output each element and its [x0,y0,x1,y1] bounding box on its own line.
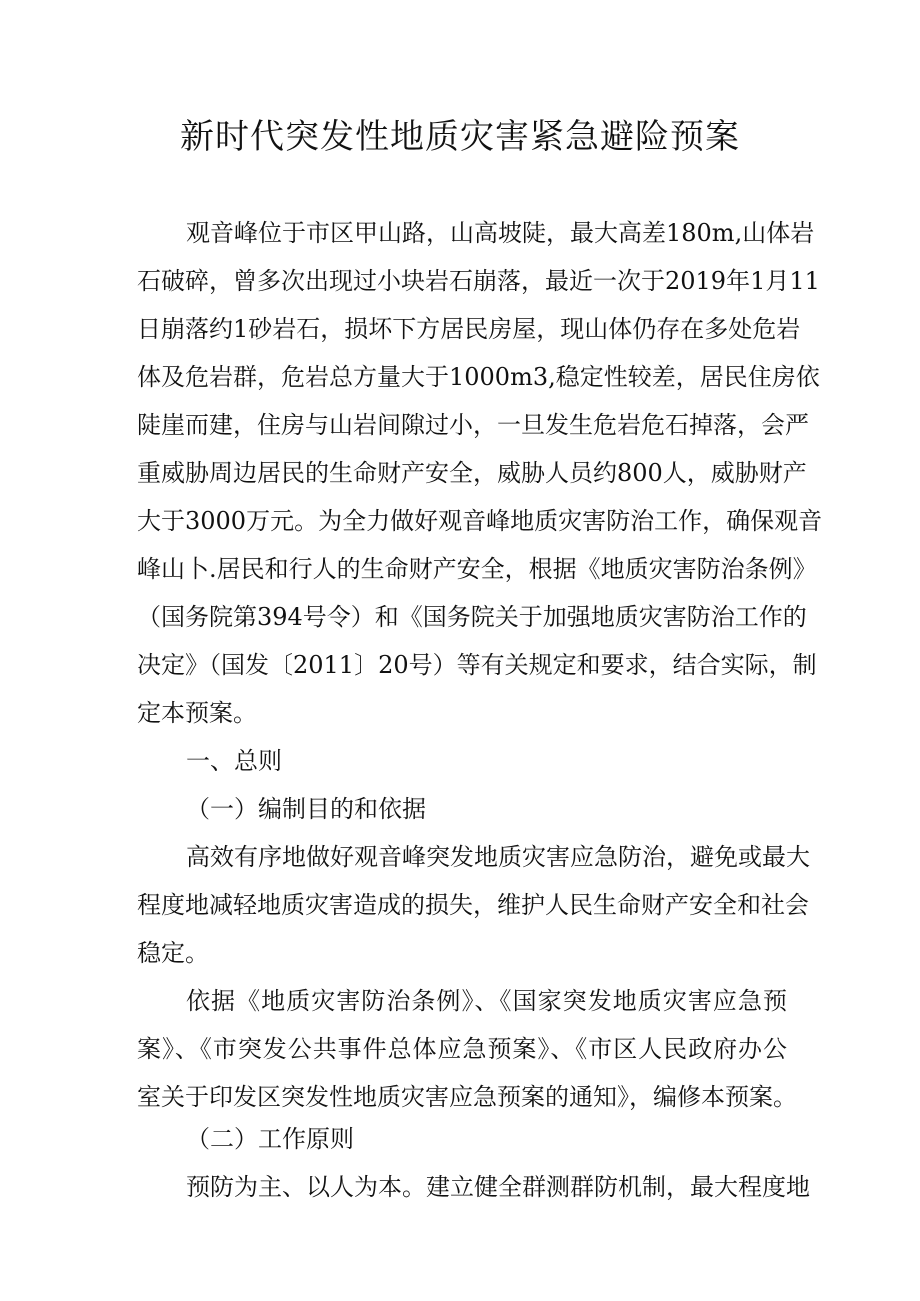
paragraph-line: 决定》（国发〔2011〕20号）等有关规定和要求，结合实际，制 [137,651,817,679]
paragraph-line: 高效有序地做好观音峰突发地质灾害应急防治，避免或最大 [186,843,810,871]
subsection-heading: （一）编制目的和依据 [186,795,426,823]
paragraph-line: 室关于印发区突发性地质灾害应急预案的通知》，编修本预案。 [137,1083,797,1111]
paragraph-line: 案》、《市突发公共事件总体应急预案》、《市区人民政府办公 [137,1035,787,1063]
paragraph-line: 峰山卜.居民和行人的生命财产安全，根据《地质灾害防治条例》 [137,555,817,583]
paragraph-line: 体及危岩群，危岩总方量大于1000m3,稳定性较差，居民住房依 [137,363,820,391]
paragraph-line: （国务院第394号令）和《国务院关于加强地质灾害防治工作的 [137,603,807,631]
paragraph-line: 程度地减轻地质灾害造成的损失，维护人民生命财产安全和社会 [137,891,809,919]
paragraph-line: 预防为主、以人为本。建立健全群测群防机制，最大程度地 [186,1173,810,1201]
paragraph-line: 观音峰位于市区甲山路，山高坡陡，最大高差180m,山体岩 [186,219,815,247]
paragraph-line: 重威胁周边居民的生命财产安全，威胁人员约800人，威胁财产 [137,459,807,487]
paragraph-line: 陡崖而建，住房与山岩间隙过小，一旦发生危岩危石掉落，会严 [137,411,809,439]
paragraph-line: 稳定。 [137,939,209,967]
paragraph-line: 大于3000万元。为全力做好观音峰地质灾害防治工作，确保观音 [137,507,823,535]
paragraph-line: 定本预案。 [137,699,257,727]
subsection-heading: （二）工作原则 [186,1125,354,1153]
paragraph-line: 石破碎，曾多次出现过小块岩石崩落，最近一次于2019年1月11 [137,267,820,295]
document-title: 新时代突发性地质灾害紧急避险预案 [180,117,740,157]
paragraph-line: 日崩落约1砂岩石，损坏下方居民房屋，现山体仍存在多处危岩 [137,315,801,343]
paragraph-line: 依据《地质灾害防治条例》、《国家突发地质灾害应急预 [186,987,787,1015]
section-heading: 一、总则 [186,747,282,775]
